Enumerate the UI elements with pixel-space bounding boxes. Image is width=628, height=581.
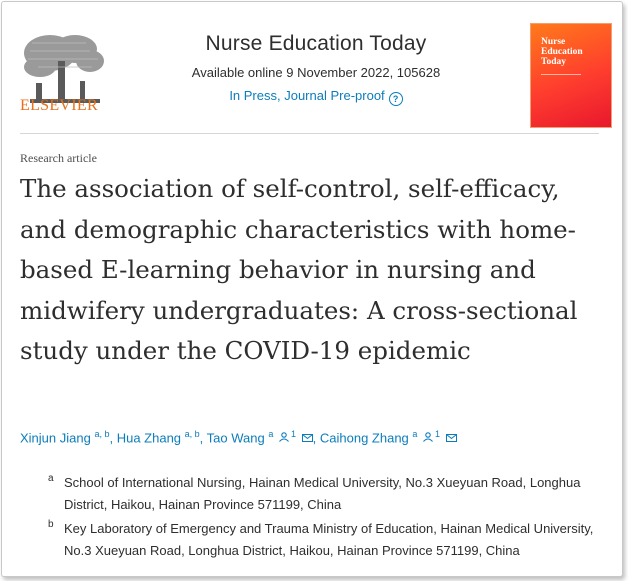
author-link[interactable]: Tao Wang <box>206 430 265 446</box>
footnote-ref[interactable]: 1 <box>291 429 297 439</box>
affiliation-ref[interactable]: a <box>412 429 418 439</box>
author-link[interactable]: Hua Zhang <box>116 430 182 446</box>
author-separator: , <box>312 430 320 446</box>
journal-header <box>122 32 510 106</box>
affiliation-ref[interactable]: a <box>268 429 274 439</box>
article-header-card <box>1 1 623 577</box>
mail-icon[interactable] <box>446 434 457 442</box>
affiliation-item <box>48 518 603 562</box>
author-separator: , <box>109 430 117 446</box>
article-type: Research article <box>20 151 97 165</box>
person-icon[interactable] <box>278 432 290 442</box>
author-separator: , <box>199 430 207 446</box>
person-icon[interactable] <box>422 432 434 442</box>
cover-divider <box>541 74 581 75</box>
footnote-ref[interactable]: 1 <box>435 429 441 439</box>
affiliation-ref[interactable]: a, b <box>94 429 110 439</box>
author-list <box>20 429 457 445</box>
online-date: Available online 9 November 2022, 105628 <box>191 65 441 80</box>
cover-title: Nurse Education Today <box>541 37 583 67</box>
help-icon[interactable]: ? <box>389 92 403 106</box>
pre-proof-status[interactable] <box>122 88 510 106</box>
affiliation-text: School of International Nursing, Hainan Medical University, No.3 Xueyuan Road, Longhua District, Haikou, Hainan Province 571199, China <box>64 475 581 512</box>
affiliation-item <box>48 472 603 516</box>
article-title: The association of self-control, self-efficacy, and demographic characteristics with home-based E-learning behavior in nursing and midwifery undergraduates: A cross-sectional study under the COVID-19 epidemic <box>20 174 578 365</box>
pre-proof-label[interactable]: In Press, Journal Pre-proof <box>229 88 385 103</box>
affiliation-text: Key Laboratory of Emergency and Trauma Ministry of Education, Hainan Medical University, No.3 Xueyuan Road, Longhua District, Haikou, Hainan Province 571199, China <box>64 521 594 558</box>
affiliation-list <box>48 472 603 564</box>
elsevier-wordmark: ELSEVIER <box>20 97 98 114</box>
author-link[interactable]: Caihong Zhang <box>319 430 409 446</box>
journal-cover-image[interactable] <box>531 24 611 127</box>
affiliation-ref[interactable]: a, b <box>184 429 200 439</box>
header-divider <box>20 133 599 134</box>
mail-icon[interactable] <box>302 434 313 442</box>
affiliation-marker: a <box>48 473 54 484</box>
author-link[interactable]: Xinjun Jiang <box>20 430 91 446</box>
affiliation-marker: b <box>48 519 54 530</box>
journal-title-link[interactable]: Nurse Education Today <box>205 32 427 55</box>
